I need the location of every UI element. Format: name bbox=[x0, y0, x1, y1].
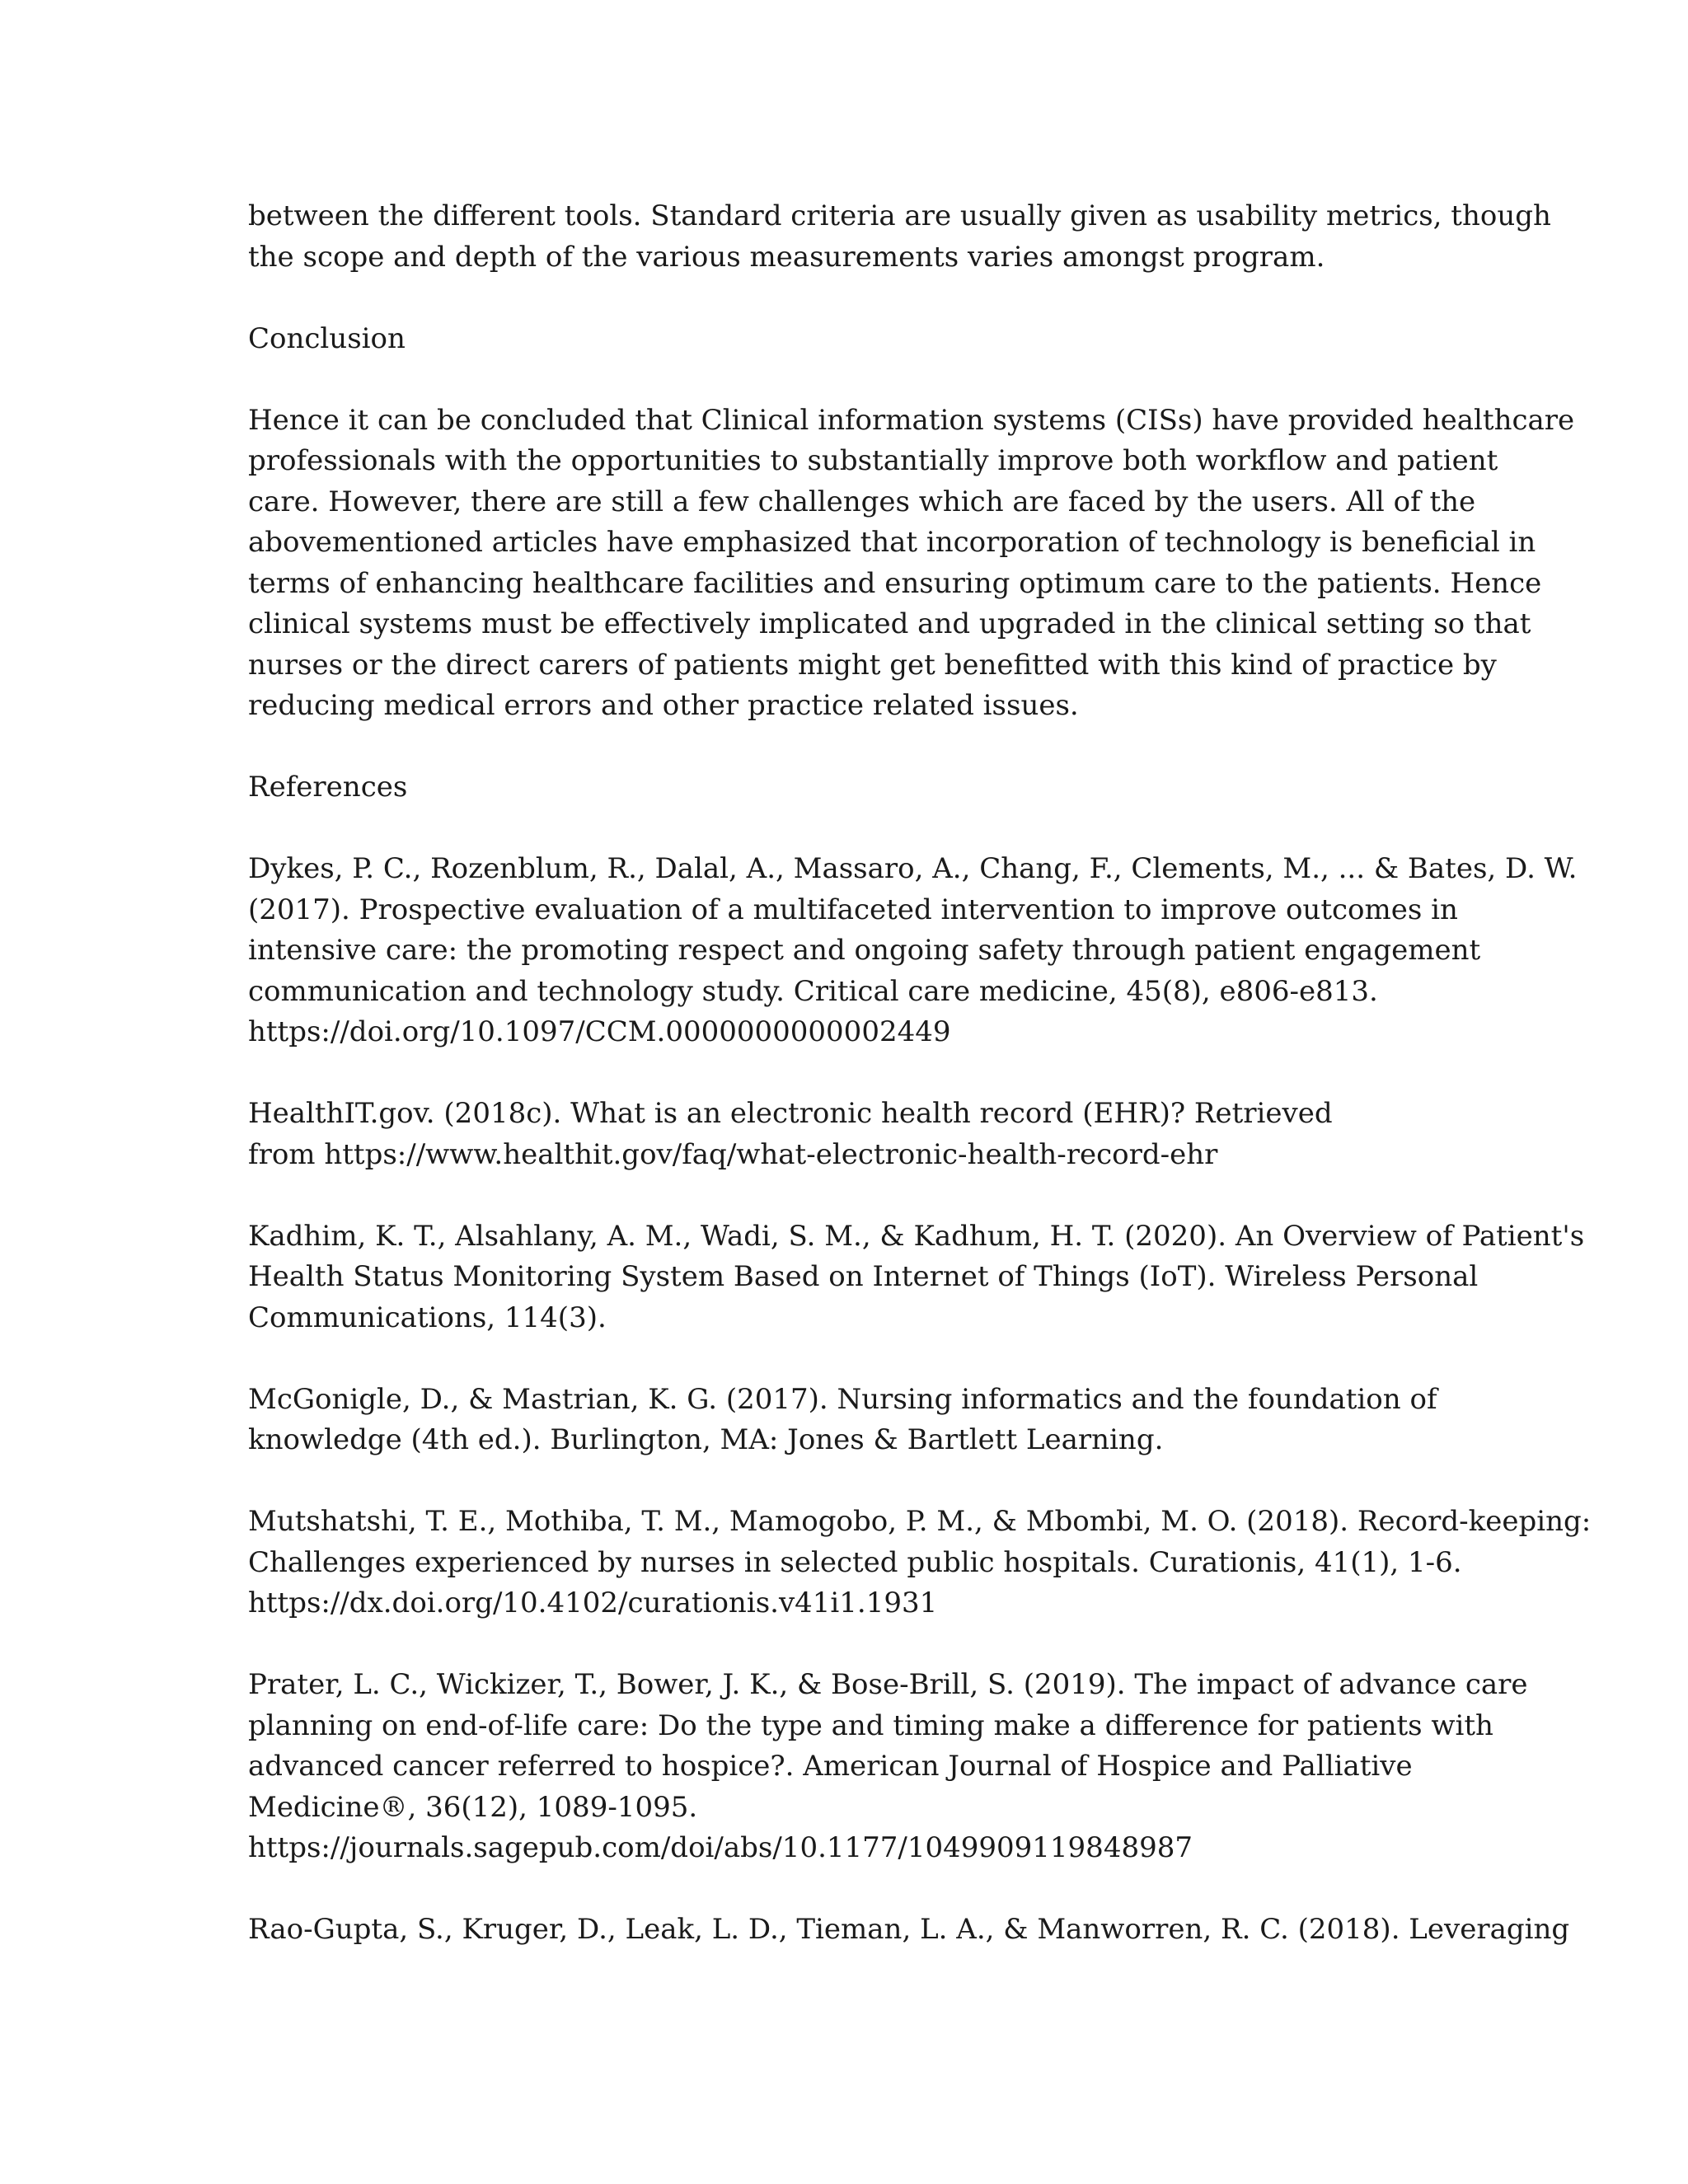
reference-entry-dykes bbox=[248, 849, 1578, 1053]
text-line: Prater, L. C., Wickizer, T., Bower, J. K., & Bose-Brill, S. (2019). The impact of advance care bbox=[248, 1668, 1528, 1701]
reference-url-link[interactable]: https://journals.sagepub.com/doi/abs/10.1177/1049909119848987 bbox=[248, 1831, 1193, 1864]
reference-doi-link[interactable]: https://doi.org/10.1097/CCM.0000000000002449 bbox=[248, 1015, 951, 1048]
text-line: Hence it can be concluded that Clinical information systems (CISs) have provided healthcare bbox=[248, 403, 1575, 437]
reference-list bbox=[248, 849, 1592, 1951]
document-page bbox=[248, 196, 1592, 1991]
text-line: (2017). Prospective evaluation of a multifaceted intervention to improve outcomes in bbox=[248, 893, 1458, 926]
text-line: the scope and depth of the various measurements varies amongst program. bbox=[248, 240, 1325, 274]
text-line: advanced cancer referred to hospice?. American Journal of Hospice and Palliative bbox=[248, 1750, 1413, 1783]
text-line: care. However, there are still a few challenges which are faced by the users. All of the bbox=[248, 485, 1476, 518]
text-line: planning on end-of-life care: Do the type and timing make a difference for patients with bbox=[248, 1708, 1493, 1742]
text-line: professionals with the opportunities to substantially improve both workflow and patient bbox=[248, 444, 1498, 477]
text-line: intensive care: the promoting respect and ongoing safety through patient engagement bbox=[248, 934, 1481, 967]
text-line: abovementioned articles have emphasized that incorporation of technology is beneficial in bbox=[248, 526, 1536, 559]
reference-entry-healthit bbox=[248, 1094, 1451, 1175]
reference-doi-link[interactable]: https://dx.doi.org/10.4102/curationis.v41i1.1931 bbox=[248, 1586, 938, 1619]
reference-entry-kadhim bbox=[248, 1216, 1585, 1339]
text-line: Dykes, P. C., Rozenblum, R., Dalal, A., Massaro, A., Chang, F., Clements, M., ... & Bates, D. W. bbox=[248, 852, 1578, 885]
text-line: between the different tools. Standard criteria are usually given as usability metrics, though bbox=[248, 199, 1551, 232]
reference-entry-rao-gupta bbox=[248, 1910, 1570, 1951]
text-line: Kadhim, K. T., Alsahlany, A. M., Wadi, S. M., & Kadhum, H. T. (2020). An Overview of Patient's bbox=[248, 1219, 1585, 1253]
text-line: Rao-Gupta, S., Kruger, D., Leak, L. D., Tieman, L. A., & Manworren, R. C. (2018). Leveraging bbox=[248, 1913, 1570, 1946]
text-line: Mutshatshi, T. E., Mothiba, T. M., Mamogobo, P. M., & Mbombi, M. O. (2018). Record-keeping: bbox=[248, 1505, 1592, 1538]
text-line: Communications, 114(3). bbox=[248, 1301, 607, 1334]
text-line: HealthIT.gov. (2018c). What is an electronic health record (EHR)? Retrieved bbox=[248, 1097, 1333, 1130]
conclusion-paragraph bbox=[248, 401, 1575, 727]
intro-paragraph bbox=[248, 196, 1551, 278]
text-line: communication and technology study. Critical care medicine, 45(8), e806-e813. bbox=[248, 974, 1378, 1008]
text-line: Challenges experienced by nurses in selected public hospitals. Curationis, 41(1), 1-6. bbox=[248, 1545, 1462, 1579]
reference-entry-mcgonigle bbox=[248, 1380, 1451, 1461]
text-line: Medicine®, 36(12), 1089-1095. bbox=[248, 1790, 698, 1824]
conclusion-heading: Conclusion bbox=[248, 321, 406, 355]
text-line: terms of enhancing healthcare facilities and ensuring optimum care to the patients. Hence bbox=[248, 566, 1542, 600]
text-line: Health Status Monitoring System Based on Internet of Things (IoT). Wireless Personal bbox=[248, 1260, 1479, 1293]
reference-entry-prater bbox=[248, 1665, 1528, 1869]
text-line: reducing medical errors and other practice related issues. bbox=[248, 689, 1079, 722]
text-line: clinical systems must be effectively implicated and upgraded in the clinical setting so that bbox=[248, 607, 1531, 640]
text-line: McGonigle, D., & Mastrian, K. G. (2017). Nursing informatics and the foundation of bbox=[248, 1382, 1437, 1416]
text-line: knowledge (4th ed.). Burlington, MA: Jones & Bartlett Learning. bbox=[248, 1423, 1164, 1456]
text-line: nurses or the direct carers of patients might get benefitted with this kind of practice by bbox=[248, 648, 1497, 682]
references-heading: References bbox=[248, 771, 408, 804]
reference-entry-mutshatshi bbox=[248, 1502, 1592, 1624]
reference-url-link[interactable]: from https://www.healthit.gov/faq/what-electronic-health-record-ehr bbox=[248, 1137, 1218, 1171]
